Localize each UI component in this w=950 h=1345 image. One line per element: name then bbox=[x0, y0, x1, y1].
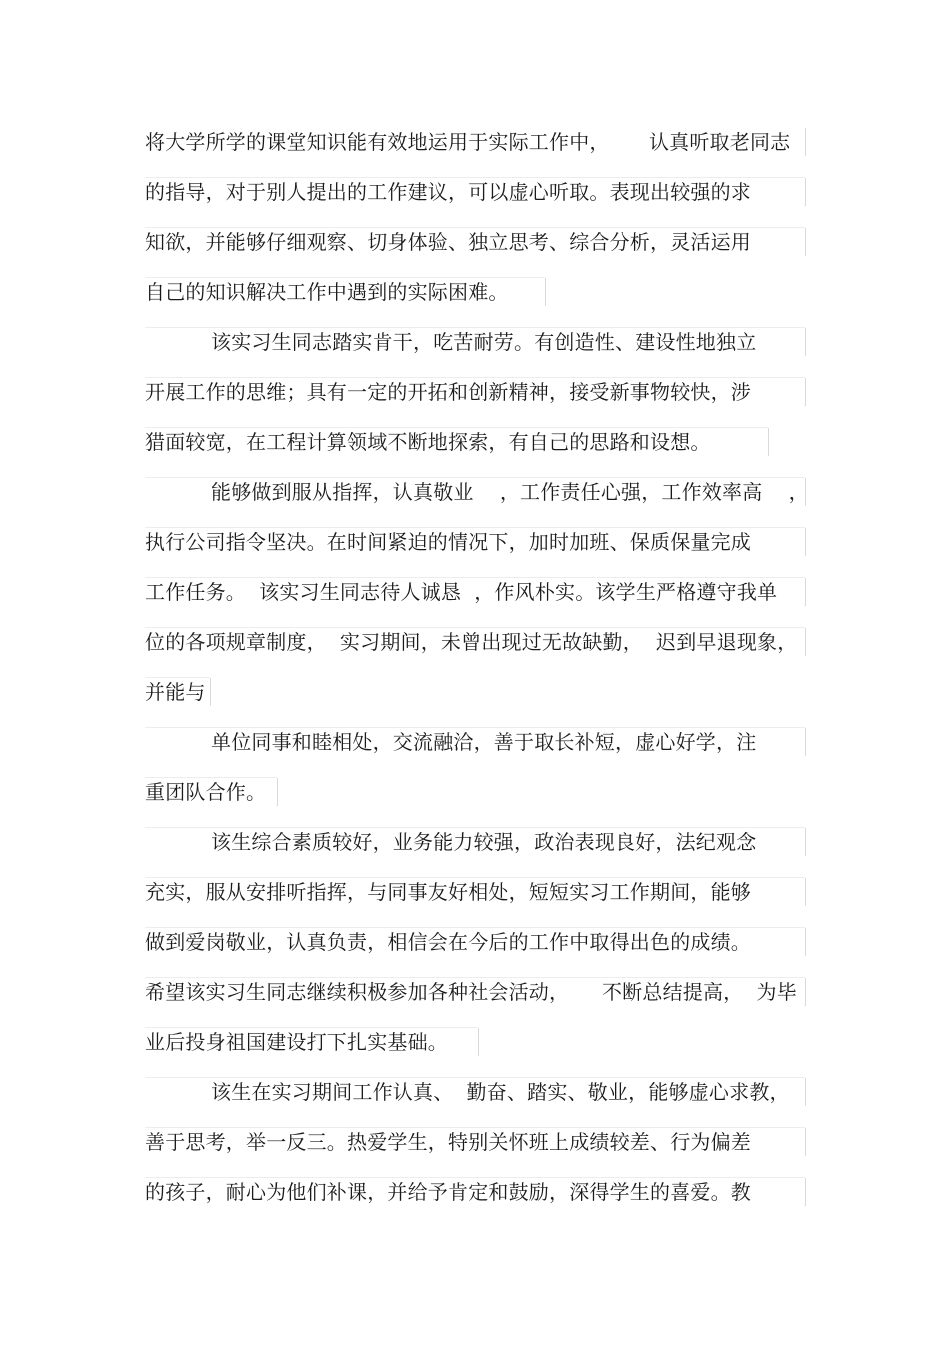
guide-border bbox=[805, 528, 806, 556]
guide-border bbox=[805, 128, 806, 156]
guide-border bbox=[805, 878, 806, 906]
guide-border bbox=[210, 678, 211, 706]
text-line: 做到爱岗敬业，认真负责，相信会在今后的工作中取得出色的成绩。 bbox=[145, 930, 751, 954]
guide-border bbox=[145, 377, 805, 378]
guide-border bbox=[145, 1027, 478, 1028]
guide-border bbox=[145, 277, 545, 278]
text-line: 自己的知识解决工作中遇到的实际困难。 bbox=[145, 280, 509, 304]
text-line: 开展工作的思维；具有一定的开拓和创新精神，接受新事物较快，涉 bbox=[145, 380, 751, 404]
guide-border bbox=[145, 927, 805, 928]
guide-border bbox=[805, 1078, 806, 1106]
text-line: 该实习生同志踏实肯干，吃苦耐劳。有创造性、建设性地独立 bbox=[211, 330, 757, 354]
guide-border bbox=[145, 177, 805, 178]
guide-border bbox=[805, 1178, 806, 1206]
guide-border bbox=[768, 428, 769, 456]
guide-border bbox=[805, 478, 806, 506]
text-line: 位的各项规章制度， 实习期间，未曾出现过无故缺勤， 迟到早退现象， bbox=[145, 630, 798, 654]
text-line: 执行公司指令坚决。在时间紧迫的情况下，加时加班、保质保量完成 bbox=[145, 530, 751, 554]
guide-border bbox=[805, 378, 806, 406]
text-line: 该生综合素质较好，业务能力较强，政治表现良好，法纪观念 bbox=[211, 830, 757, 854]
guide-border bbox=[145, 327, 805, 328]
text-line: 的孩子，耐心为他们补课，并给予肯定和鼓励，深得学生的喜爱。教 bbox=[145, 1180, 751, 1204]
text-line: 单位同事和睦相处，交流融洽，善于取长补短，虚心好学，注 bbox=[211, 730, 757, 754]
guide-border bbox=[805, 978, 806, 1006]
guide-border bbox=[145, 1127, 805, 1128]
guide-border bbox=[145, 477, 805, 478]
text-line: 猎面较宽，在工程计算领域不断地探索，有自己的思路和设想。 bbox=[145, 430, 711, 454]
text-line: 的指导，对于别人提出的工作建议，可以虚心听取。表现出较强的求 bbox=[145, 180, 751, 204]
guide-border bbox=[805, 328, 806, 356]
text-line: 善于思考，举一反三。热爱学生，特别关怀班上成绩较差、行为偏差 bbox=[145, 1130, 751, 1154]
guide-border bbox=[145, 1177, 805, 1178]
text-line: 知欲，并能够仔细观察、切身体验、独立思考、综合分析，灵活运用 bbox=[145, 230, 751, 254]
text-line: 充实，服从安排听指挥，与同事友好相处，短短实习工作期间，能够 bbox=[145, 880, 751, 904]
text-line: 能够做到服从指挥，认真敬业 ，工作责任心强，工作效率高 ， bbox=[211, 480, 809, 504]
text-line: 希望该实习生同志继续积极参加各种社会活动， 不断总结提高， 为毕 bbox=[145, 980, 797, 1004]
guide-border bbox=[805, 828, 806, 856]
guide-border bbox=[145, 227, 805, 228]
text-line: 将大学所学的课堂知识能有效地运用于实际工作中， 认真听取老同志 bbox=[145, 130, 791, 154]
guide-border bbox=[145, 627, 805, 628]
guide-border bbox=[145, 577, 805, 578]
guide-border bbox=[277, 778, 278, 806]
guide-border bbox=[805, 628, 806, 656]
guide-border bbox=[145, 527, 805, 528]
guide-border bbox=[805, 728, 806, 756]
text-line: 重团队合作。 bbox=[145, 780, 267, 804]
text-line: 该生在实习期间工作认真、 勤奋、踏实、敬业，能够虚心求教， bbox=[211, 1080, 790, 1104]
guide-border bbox=[145, 427, 768, 428]
guide-border bbox=[478, 1028, 479, 1056]
guide-border bbox=[145, 877, 805, 878]
guide-border bbox=[145, 1077, 805, 1078]
guide-border bbox=[145, 977, 805, 978]
text-line: 并能与 bbox=[145, 680, 206, 704]
guide-border bbox=[805, 228, 806, 256]
text-line: 业后投身祖国建设打下扎实基础。 bbox=[145, 1030, 448, 1054]
guide-border bbox=[805, 578, 806, 606]
guide-border bbox=[145, 777, 277, 778]
guide-border bbox=[805, 928, 806, 956]
text-line: 工作任务。 该实习生同志待人诚恳 ，作风朴实。该学生严格遵守我单 bbox=[145, 580, 778, 604]
guide-border bbox=[145, 827, 805, 828]
guide-border bbox=[805, 1128, 806, 1156]
guide-border bbox=[145, 727, 805, 728]
guide-border bbox=[545, 278, 546, 306]
guide-border bbox=[145, 677, 210, 678]
guide-border bbox=[805, 178, 806, 206]
